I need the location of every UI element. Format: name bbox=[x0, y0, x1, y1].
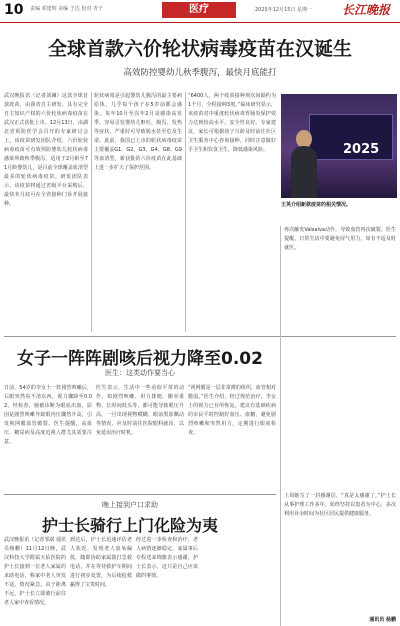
column-divider bbox=[280, 226, 281, 626]
section-divider bbox=[4, 494, 276, 495]
editor-credits: 责编 邓建辉 美编 王达 校对 青子 bbox=[30, 6, 103, 12]
column-divider bbox=[185, 92, 186, 332]
news-photo bbox=[281, 94, 397, 198]
speaker-figure bbox=[291, 146, 317, 198]
dateline: 2025年12月15日 星期一 bbox=[255, 7, 313, 13]
column-divider bbox=[91, 92, 92, 332]
third-signoff bbox=[330, 616, 396, 625]
second-column-1 bbox=[4, 384, 92, 490]
side-column-text: 再次触发Valsalva动作，导致血管再次破裂。医生提醒，日常生活中要避免屏气用力，如有不适及时就医。 bbox=[284, 227, 396, 251]
third-column-2-text: 到达后，护士长迅速评估老人状况，发现老人血氧偏低，随即协助家属拨打急救电话，并在等待救护车期间进行初步处置，为后续抢救赢得了宝贵时间。 bbox=[70, 537, 132, 588]
third-headline: 护士长骑行上门化险为夷 bbox=[41, 516, 218, 535]
page-number: 10 bbox=[4, 2, 24, 18]
third-column-3-text: 经过进一步检查和治疗，老人病情逐渐稳定。家属事后专程送来锦旗表示感谢。护士长表示，这只是自己应该做的事情。 bbox=[136, 537, 198, 579]
photo-caption: 王英介绍新款疫苗的相关情况。 bbox=[281, 202, 352, 208]
lead-column-3 bbox=[188, 92, 276, 332]
third-column-3 bbox=[136, 536, 198, 624]
section-tag: 医疗 bbox=[162, 2, 236, 18]
third-signoff-text: 通讯员 杨鹏 bbox=[369, 617, 396, 623]
side-column bbox=[284, 226, 396, 488]
lead-column-2-text: 轮状病毒是引起婴幼儿腹泻的最主要病原体，几乎每个孩子在5岁前都会感染。每年10月至次年2月是感染高发季，容易引发婴幼儿呕吐、腹泻、发热等症状，严重时可导致脱水甚至危及生命。此前，我国已上市的轮状病毒疫苗主要覆盖G1、G2、G3、G4、G8、G9等血清型，新获批的六价疫苗在此基础上进一步扩大了保护范围。 bbox=[94, 93, 182, 171]
third-kicker: 晚上接到户口求助 bbox=[102, 501, 158, 509]
lead-column-3-text: “6400人，两个疫苗接种剂次间隔约为1个月，全程接种3剂。”临床研究显示，该疫苗对中重度轮状病毒胃肠炎保护效力达到较高水平，安全性良好。专家建议，家长可根据孩子月龄及时前往社区卫生服务中心咨询接种，同时注意做好手卫生和饮食卫生，降低感染风险。 bbox=[188, 93, 276, 153]
third-column-1-text: 武汉晚报讯（记者邹澍 通讯员杨鹏）11月12日晚，武汉科技大学附属天佑医院的护士长接到一位老人家属的求助电话，称家中老人突发不适，情况紧急。由于距离不远，护士长立即骑行前往老人家中查看情况。 bbox=[4, 537, 66, 606]
third-column-1 bbox=[4, 536, 66, 624]
second-column-3-text: “视网膜是一层非常薄的组织，血管相对脆弱。”医生介绍，经过规范治疗，李女士的视力已有所恢复。建议有基础疾病的市民平时控制好血压、血糖，避免剧烈咳嗽和突然用力，定期进行眼底检查。 bbox=[188, 385, 276, 436]
paper-logo: 长江晚报 bbox=[342, 3, 391, 17]
lead-column-1 bbox=[4, 92, 88, 332]
second-column-3 bbox=[188, 384, 276, 490]
second-column-2 bbox=[96, 384, 184, 490]
lead-subhead: 高效防控婴幼儿秋季腹泻，最快月底能打 bbox=[123, 68, 277, 78]
masthead bbox=[0, 0, 400, 23]
lead-column-2 bbox=[94, 92, 182, 332]
third-column-4-text: 上周她写了一封感谢信，“真是太感谢了。”护士长从事护理工作多年，始终坚持以患者为中心，多次利用业余时间为社区居民提供健康服务。 bbox=[284, 493, 396, 517]
second-headline: 女子一阵阵剧咳后视力降至0.02 bbox=[17, 349, 263, 369]
photo-year-text: 2025 bbox=[343, 142, 380, 157]
third-column-4 bbox=[284, 492, 396, 616]
lead-headline: 全球首款六价轮状病毒疫苗在汉诞生 bbox=[47, 38, 352, 60]
second-column-2-text: 医生表示，生活中一些看似平常的动作，如剧烈咳嗽、用力排便、搬举重物、长时间低头等，都可能导致眼压升高。一旦出现视物模糊、眼前黑影飘动等情况，应及时前往医院眼科就诊，以免延误治疗时机。 bbox=[96, 385, 184, 436]
lead-column-1-text: 武汉晚报讯（记者刘澜）这款全球首款疫苗，由我省自主研发、具有完全自主知识产权的六价轮状病毒疫苗在武汉正式获批上市。12月13日，由湖北省预防医学会召开的专家研讨会上，该疫苗研发团队介绍，六价轮状病毒疫苗可有效预防婴幼儿轮状病毒感染所致秋季腹泻，适用于2月龄至71月龄婴幼儿，是目前全球覆盖血清型最多的轮状病毒疫苗。研发团队表示，该疫苗将通过省级平台采购后，最快本月底可在全省接种门诊开展接种。 bbox=[4, 93, 88, 207]
second-column-1-text: 日前，54岁的李女士一阵剧烈咳嗽后，右眼突然看不清东西，视力骤降至0.02。经检查，她被诊断为眼底出血，原因是剧烈咳嗽导致眼内压骤然升高，引发视网膜血管破裂。医生提醒，高血压、糖尿病及高度近视人群尤其需要注意。 bbox=[4, 385, 92, 445]
second-subhead: 医生：这类动作要当心 bbox=[105, 369, 175, 377]
third-column-2 bbox=[70, 536, 132, 624]
